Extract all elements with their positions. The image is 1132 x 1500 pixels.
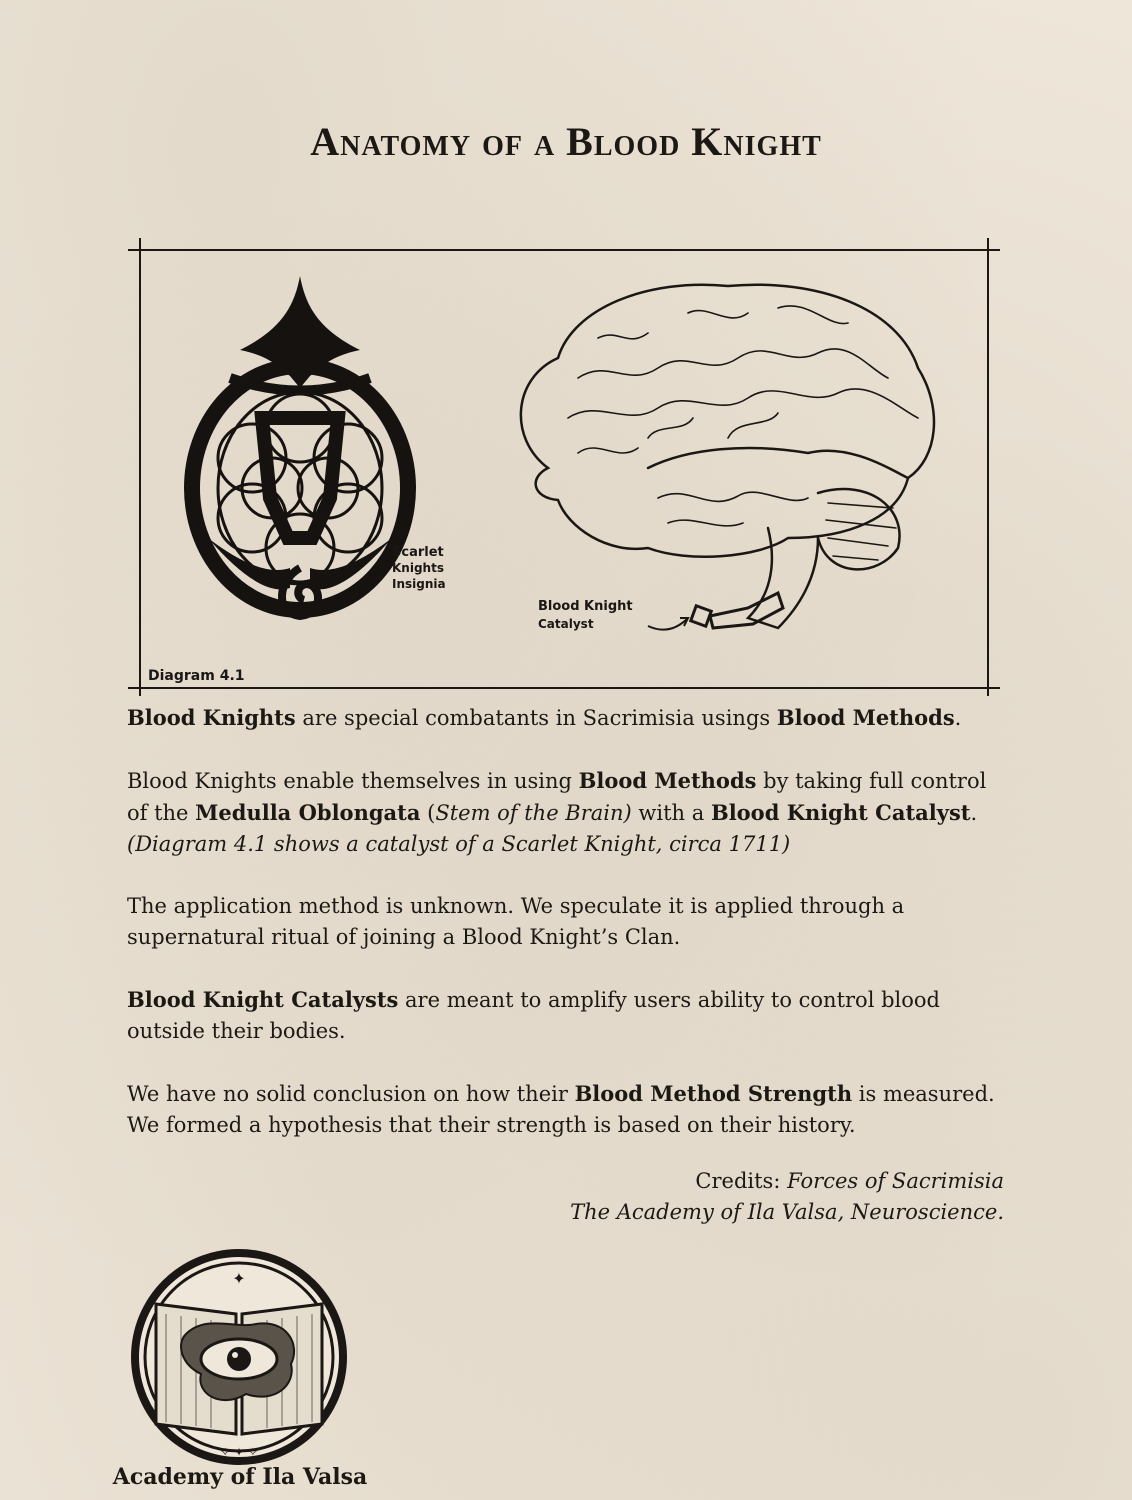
paragraph-1: Blood Knights are special combatants in Sacrimisia usings Blood Methods.	[127, 705, 962, 730]
credits-line-1: Forces of Sacrimisia	[787, 1169, 1004, 1193]
catalyst-label-1: Blood Knight	[538, 599, 633, 614]
paragraph-4: Blood Knight Catalysts are meant to amplify users ability to control blood outside their bodies.	[127, 987, 940, 1043]
insignia-label-2: Knights	[392, 561, 444, 575]
paragraph-5: We have no solid conclusion on how their Blood Method Strength is measured. We formed a hypothesis that their strength is based on their history.	[127, 1081, 995, 1137]
scarlet-knights-insignia-icon	[192, 276, 408, 616]
credits-line-2: The Academy of Ila Valsa, Neuroscience.	[570, 1200, 1004, 1224]
insignia-label-1: Scarlet	[392, 545, 444, 560]
academy-seal-icon	[126, 1244, 352, 1470]
brain-icon	[521, 285, 934, 628]
seal-name: Academy of Ila Valsa	[112, 1464, 368, 1490]
credits	[570, 1166, 1004, 1228]
credits-prefix: Credits:	[695, 1169, 788, 1193]
svg-text:✧ ✦ ✧: ✧ ✦ ✧	[220, 1445, 258, 1459]
diagram-illustration	[128, 238, 1000, 698]
page-title: Anatomy of a Blood Knight	[310, 119, 822, 164]
catalyst-label-2: Catalyst	[538, 617, 594, 631]
diagram-frame	[128, 238, 1000, 698]
insignia-label-3: Insignia	[392, 577, 446, 591]
paragraph-3: The application method is unknown. We speculate it is applied through a supernatural ritual of joining a Blood Knight’s Clan.	[127, 894, 905, 949]
diagram-label: Diagram 4.1	[148, 668, 245, 684]
svg-text:✦: ✦	[232, 1269, 246, 1288]
article-body	[127, 702, 1007, 1172]
paragraph-2: Blood Knights enable themselves in using Blood Methods by taking full control of the Medulla Oblongata (Stem of the Brain) with a Blood Knight Catalyst. (Diagram 4.1 shows a catalyst of a Scarlet Knight, circa 1711)	[127, 768, 987, 856]
